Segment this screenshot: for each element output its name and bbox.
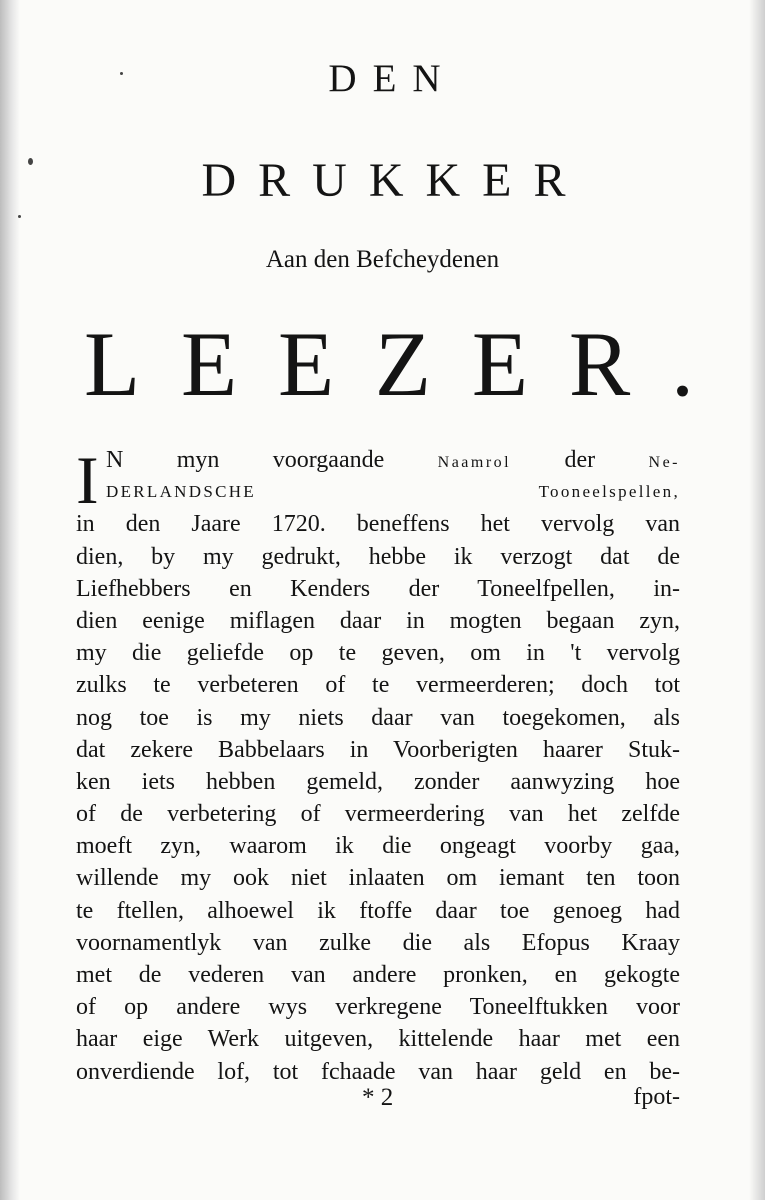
body-line: moeft zyn, waarom ik die ongeagt voorby gaa, xyxy=(76,833,680,860)
small-caps-word: Tooneelspellen xyxy=(538,482,674,502)
small-caps-word: Ne- xyxy=(648,454,680,471)
body-line: dien, by my gedrukt, hebbe ik verzogt dat de xyxy=(76,543,680,570)
body-line: zulks te verbeteren of te vermeerderen; doch tot xyxy=(76,672,680,699)
body-line: haar eige Werk uitgeven, kittelende haar met een xyxy=(76,1026,680,1053)
body-line: te ftellen, alhoewel ik ftoffe daar toe genoeg had xyxy=(76,897,680,924)
body-line: voornamentlyk van zulke die als Efopus Kraay xyxy=(76,929,680,956)
title-den: DEN xyxy=(328,57,457,100)
body-line: N myn voorgaande Naamrol der Ne- xyxy=(106,447,680,473)
page-footer xyxy=(76,1084,680,1118)
body-line: onverdiende lof, tot fchaade van haar geld en be- xyxy=(76,1058,680,1085)
signature-mark: * 2 xyxy=(362,1084,394,1111)
leezer-letter: E xyxy=(471,313,529,415)
subtitle: Aan den Befcheydenen xyxy=(265,246,500,273)
body-line: nog toe is my niets daar van toegekomen, als xyxy=(76,704,680,731)
ink-speck xyxy=(18,215,21,218)
body-line: dat zekere Babbelaars in Voorberigten haarer Stuk- xyxy=(76,736,680,763)
body-line: willende my ook niet inlaaten om iemant ten toon xyxy=(76,865,680,892)
body-line: ken iets hebben gemeld, zonder aanwyzing hoe xyxy=(76,768,680,795)
title-drukker: DRUKKER xyxy=(201,154,588,207)
leezer-letter: E xyxy=(180,313,238,415)
drop-cap: I xyxy=(76,442,99,518)
body-line: Liefhebbers en Kenders der Toneelfpellen, in- xyxy=(76,575,680,602)
leezer-letter: . xyxy=(670,313,694,415)
small-caps-word: Naamrol xyxy=(437,454,512,471)
title-leezer xyxy=(84,313,694,415)
leezer-letter: L xyxy=(84,313,141,415)
body-line: DERLANDSCHE Tooneelspellen, xyxy=(106,482,680,502)
body-line: met de vederen van andere pronken, en gekogte xyxy=(76,962,680,988)
catchword: fpot- xyxy=(633,1084,680,1110)
body-line: of op andere wys verkregene Toneelftukken voor xyxy=(76,994,680,1021)
leezer-letter: R xyxy=(568,313,631,415)
body-text xyxy=(76,444,680,1088)
body-line: of de verbetering of vermeerdering van het zelfde xyxy=(76,801,680,828)
body-line: in den Jaare 1720. beneffens het vervolg van xyxy=(76,511,680,538)
leezer-letter: Z xyxy=(374,313,432,415)
body-line: dien eenige miflagen daar in mogten begaan zyn, xyxy=(76,607,680,634)
leezer-letter: E xyxy=(277,313,335,415)
body-line: my die geliefde op te geven, om in 't vervolg xyxy=(76,640,680,667)
